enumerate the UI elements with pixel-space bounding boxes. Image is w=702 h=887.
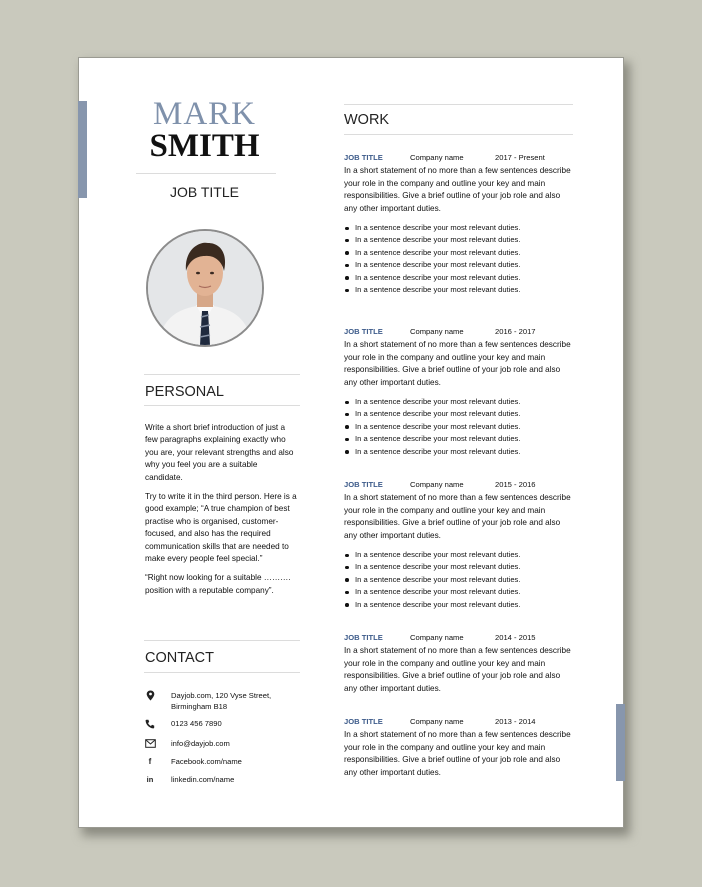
- contact-phone: [144, 718, 291, 729]
- duties-list: [344, 549, 574, 611]
- duty-item: In a sentence describe your most relevant duties.: [344, 599, 574, 611]
- contact-facebook-text[interactable]: Facebook.com/name: [171, 757, 242, 766]
- duty-item: In a sentence describe your most relevant duties.: [344, 574, 574, 586]
- contact-phone-text: 0123 456 7890: [171, 719, 222, 728]
- duty-item: In a sentence describe your most relevant duties.: [344, 222, 574, 234]
- duty-item: In a sentence describe your most relevant duties.: [344, 247, 574, 259]
- job-title: JOB TITLE: [344, 480, 383, 489]
- facebook-icon: f: [148, 757, 152, 766]
- duty-item: In a sentence describe your most relevant duties.: [344, 421, 574, 433]
- job-description: In a short statement of no more than a few sentences describe your role in the company and outline your key and main responsibilities. Give a brief outline of your job role and also any other important duties.: [344, 493, 571, 540]
- location-pin-icon: [144, 690, 156, 701]
- job-description: In a short statement of no more than a few sentences describe your role in the company and outline your key and main responsibilities. Give a brief outline of your job role and also any other important duties.: [344, 730, 571, 777]
- personal-paragraph: Try to write it in the third person. Here is a good example; “A true champion of best practise who is organised, customer-focused, and also has the required communication skills that are needed to make every people feel special.”: [145, 492, 297, 564]
- duty-item: In a sentence describe your most relevant duties.: [344, 396, 574, 408]
- divider: [144, 405, 300, 406]
- divider: [144, 672, 300, 673]
- job-title: JOB TITLE: [344, 633, 383, 642]
- job-header: [344, 480, 574, 490]
- contact-linkedin: [144, 774, 291, 785]
- personal-paragraph: Write a short brief introduction of just a few paragraphs explaining exactly who you are, your relevant strengths and also why you feel you are a suitable candidate.: [145, 423, 294, 482]
- duty-item: In a sentence describe your most relevant duties.: [344, 234, 574, 246]
- job-description: In a short statement of no more than a few sentences describe your role in the company and outline your key and main responsibilities. Give a brief outline of your job role and also any other important duties.: [344, 646, 571, 693]
- last-name: SMITH: [149, 128, 260, 164]
- duties-list: [344, 222, 574, 296]
- duty-item: In a sentence describe your most relevant duties.: [344, 408, 574, 420]
- job-entry: [344, 327, 574, 458]
- contact-email-text[interactable]: info@dayjob.com: [171, 739, 230, 748]
- header-job-title: JOB TITLE: [170, 184, 239, 200]
- job-description: In a short statement of no more than a few sentences describe your role in the company and outline your key and main responsibilities. Give a brief outline of your job role and also any other important duties.: [344, 166, 571, 213]
- job-entry: [344, 480, 574, 611]
- profile-photo: [146, 229, 264, 347]
- company-name: Company name: [410, 327, 464, 336]
- company-name: Company name: [410, 480, 464, 489]
- job-header: [344, 717, 574, 727]
- work-heading: WORK: [344, 112, 390, 128]
- contact-address: [144, 690, 291, 712]
- phone-icon: [144, 718, 156, 729]
- job-entry: [344, 717, 574, 779]
- accent-bar-right: [616, 704, 625, 781]
- contact-facebook: [144, 756, 291, 767]
- email-icon: [144, 738, 156, 749]
- job-dates: 2016 - 2017: [495, 327, 536, 336]
- contact-email: [144, 738, 291, 749]
- duty-item: In a sentence describe your most relevant duties.: [344, 433, 574, 445]
- accent-bar-left: [78, 101, 87, 198]
- company-name: Company name: [410, 717, 464, 726]
- company-name: Company name: [410, 153, 464, 162]
- job-header: [344, 153, 574, 163]
- duty-item: In a sentence describe your most relevant duties.: [344, 272, 574, 284]
- duty-item: In a sentence describe your most relevant duties.: [344, 446, 574, 458]
- duty-item: In a sentence describe your most relevant duties.: [344, 586, 574, 598]
- duty-item: In a sentence describe your most relevant duties.: [344, 561, 574, 573]
- duty-item: In a sentence describe your most relevant duties.: [344, 549, 574, 561]
- contact-address-text: Dayjob.com, 120 Vyse Street, Birmingham B18: [171, 691, 272, 711]
- job-entry: [344, 633, 574, 695]
- divider: [144, 640, 300, 641]
- job-entry: [344, 153, 574, 296]
- job-dates: 2015 - 2016: [495, 480, 536, 489]
- job-title: JOB TITLE: [344, 153, 383, 162]
- company-name: Company name: [410, 633, 464, 642]
- divider: [344, 134, 573, 135]
- linkedin-icon: in: [146, 775, 154, 784]
- contact-linkedin-text[interactable]: linkedin.com/name: [171, 775, 235, 784]
- job-header: [344, 633, 574, 643]
- personal-paragraph: “Right now looking for a suitable ………. position with a reputable company”.: [145, 573, 291, 595]
- job-dates: 2017 - Present: [495, 153, 545, 162]
- job-header: [344, 327, 574, 337]
- job-dates: 2013 - 2014: [495, 717, 536, 726]
- divider: [144, 374, 300, 375]
- job-dates: 2014 - 2015: [495, 633, 536, 642]
- personal-heading: PERSONAL: [145, 384, 224, 400]
- duty-item: In a sentence describe your most relevant duties.: [344, 259, 574, 271]
- job-description: In a short statement of no more than a few sentences describe your role in the company and outline your key and main responsibilities. Give a brief outline of your job role and also any other important duties.: [344, 340, 571, 387]
- divider: [344, 104, 573, 105]
- personal-summary: [145, 422, 297, 604]
- job-title: JOB TITLE: [344, 327, 383, 336]
- job-title: JOB TITLE: [344, 717, 383, 726]
- first-name: MARK: [152, 96, 257, 132]
- duties-list: [344, 396, 574, 458]
- contact-heading: CONTACT: [145, 650, 215, 666]
- duty-item: In a sentence describe your most relevant duties.: [344, 284, 574, 296]
- divider: [136, 173, 276, 174]
